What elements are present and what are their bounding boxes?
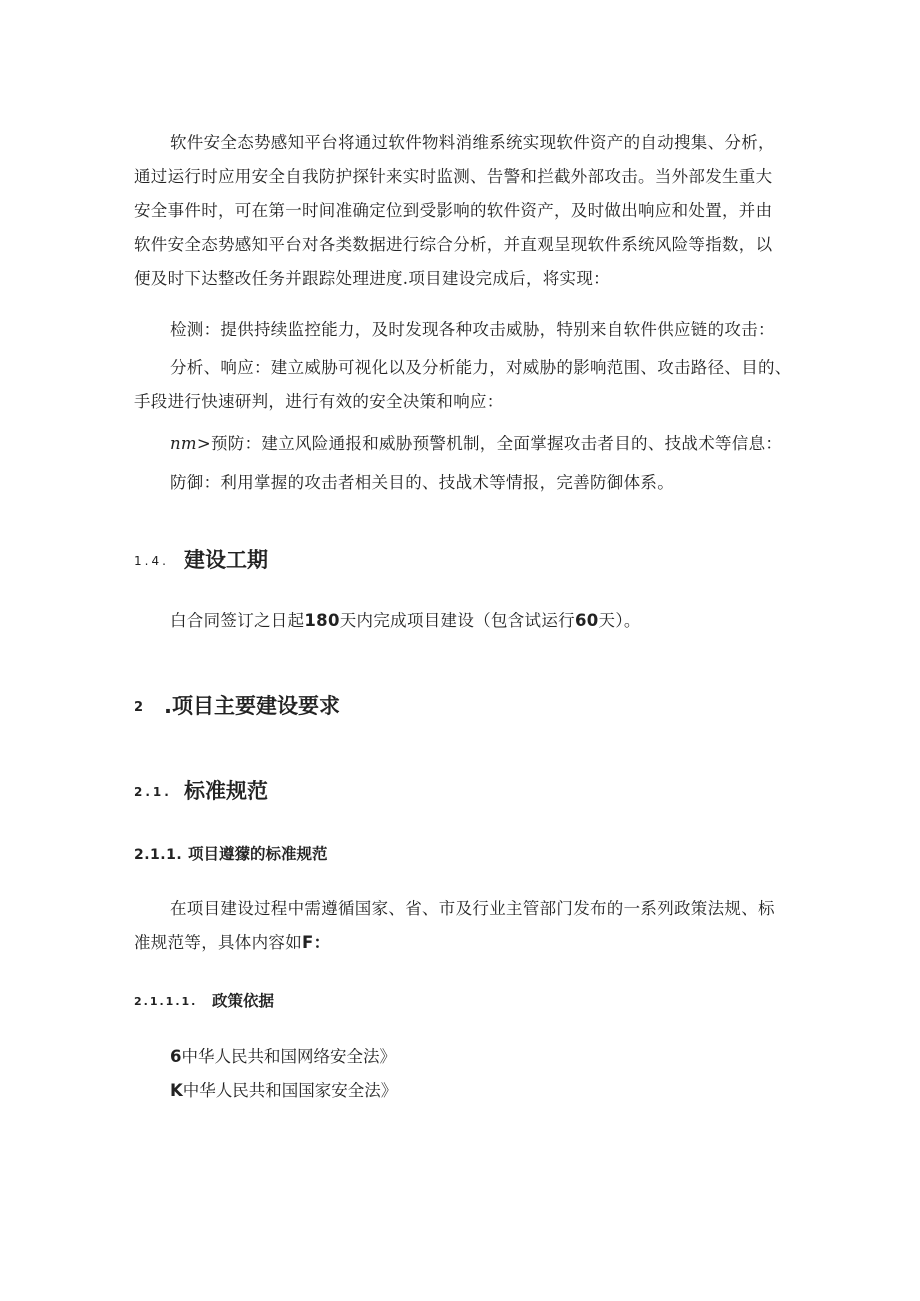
section-heading-2-1-1 (134, 842, 328, 864)
schedule-text-3: 天）。 (598, 611, 641, 630)
warn-text: >预防：建立风险通报和威胁预警机制，全面掌握攻击者目的、技战术等信息： (196, 434, 783, 453)
intro-line-2: 通过运行时应用安全自我防护探针来实时监测、告警和拦截外部攻击。当外部发生重大 (134, 167, 773, 186)
analyze-line-2: 手段进行快速研判，进行有效的安全决策和响应： (134, 392, 504, 411)
section-number: 2 (134, 699, 147, 715)
law-title: 中华人民共和国国家安全法》 (182, 1081, 398, 1100)
section-title: 标准规范 (184, 779, 268, 803)
detect-line: 检测：提供持续监控能力，及时发现各种攻击威胁，特别来自软件供应链的攻击： (170, 320, 775, 339)
section-number: 2.1.1.1. (134, 995, 198, 1008)
section-heading-2 (134, 690, 340, 720)
intro-line-3: 安全事件时，可在第一时间准确定位到受影响的软件资产，及时做出响应和处置，并由 (134, 201, 773, 220)
law-mark: 6 (170, 1047, 182, 1066)
section-number: 1.4. (134, 554, 169, 568)
analyze-paragraph (134, 351, 794, 419)
warn-prefix: nm (170, 434, 197, 453)
law-item (170, 1079, 397, 1103)
intro-line-1: 软件安全态势感知平台将通过软件物料消维系统实现软件资产的自动搜集、分析， (170, 133, 775, 152)
schedule-paragraph (134, 604, 794, 638)
section-title: 政策依据 (212, 992, 275, 1010)
standards-line-2 (134, 926, 794, 960)
section-heading-1-4 (134, 544, 268, 574)
schedule-line (134, 604, 794, 638)
defend-paragraph (134, 466, 794, 500)
warn-line (134, 427, 794, 461)
section-number: 2.1.1. (134, 846, 183, 863)
section-title: 项目遵獴的标准规范 (188, 845, 328, 863)
schedule-text-1: 白合同签订之日起 (170, 611, 305, 630)
section-title: 建设工期 (184, 548, 268, 572)
schedule-text-2: 天内完成项目建设（包含试运行 (339, 611, 575, 630)
schedule-days-2: 60 (574, 611, 599, 630)
analyze-line-1: 分析、响应：建立威胁可视化以及分析能力，对威胁的影响范围、攻击路径、目的、 (170, 358, 792, 377)
standards-line-1: 在项目建设过程中需遵循国家、省、市及行业主管部门发布的一系列政策法规、标 (170, 899, 775, 918)
section-heading-2-1 (134, 775, 268, 805)
schedule-days-1: 180 (304, 611, 340, 630)
section-title: .项目主要建设要求 (164, 694, 340, 718)
standards-line-2-text: 准规范等，具体内容如 (134, 933, 302, 952)
standards-line-2-end: F： (302, 933, 331, 952)
law-title: 中华人民共和国网络安全法》 (181, 1047, 396, 1066)
section-number: 2.1. (134, 785, 172, 799)
section-heading-2-1-1-1 (134, 989, 274, 1011)
standards-paragraph (134, 892, 794, 960)
warn-paragraph (134, 427, 794, 461)
defend-line: 防御：利用掌握的攻击者相关目的、技战术等情报，完善防御体系。 (170, 473, 674, 492)
detect-paragraph (134, 313, 794, 347)
intro-paragraph (134, 126, 794, 296)
intro-line-5: 便及时下达整改任务并跟踪处理进度.项目建设完成后，将实现： (134, 269, 610, 288)
intro-line-4: 软件安全态势感知平台对各类数据进行综合分析，并直观呈现软件系统风险等指数，以 (134, 235, 773, 254)
law-mark: K (170, 1081, 183, 1100)
law-item (170, 1045, 396, 1069)
